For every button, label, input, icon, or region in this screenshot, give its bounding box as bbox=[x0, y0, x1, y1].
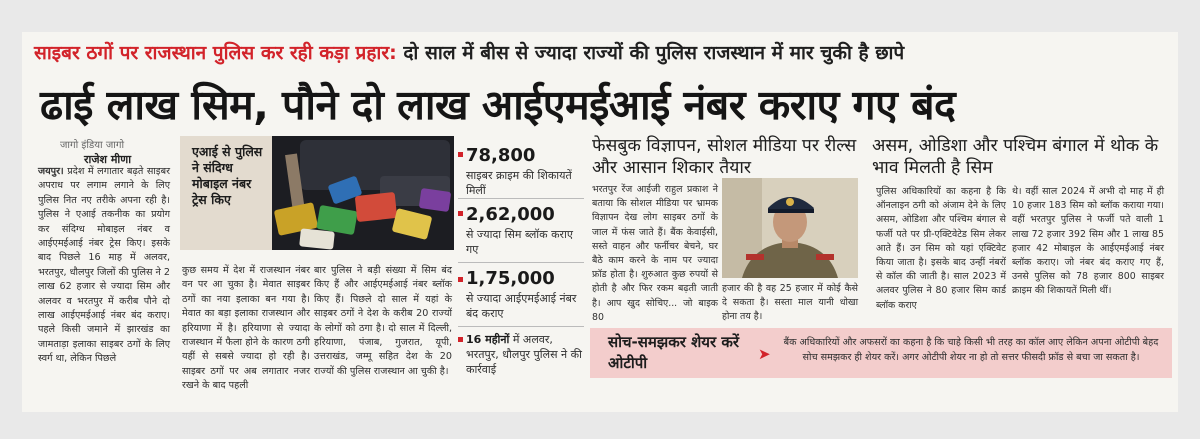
col1-text: प्रदेश में लगातार बढ़ते साइबर अपराध पर लगाम लगाने के लिए पुलिस नित नए तरीके अपना रही है। पुलिस ने एआई तकनीक का प्रयोग कर संदिग्ध मोबाइल नंबर व आईएमईआई नंबर ट्रेस किए। इसके बाद पिछले 16 माह में अलवर, भरतपुर, धौलपुर जिलों की पुलिस ने 2 लाख 62 हजार से ज्यादा सिम और अलवर व भरतपुर में करीब पौने दो लाख आईएमईआई नंबर बंद कराए। पहले किसी जमाने में झारखंड का जामताड़ा इलाका साइबर ठगों के लिए स्वर्ग था, लेकिन पिछले bbox=[38, 166, 170, 365]
stat-marker-1 bbox=[458, 152, 463, 157]
stat-footnote-bold: 16 महीनों bbox=[466, 333, 510, 346]
stat-footnote bbox=[466, 332, 584, 377]
kicker-black: दो साल में बीस से ज्यादा राज्यों की पुलिस राजस्थान में मार चुकी है छापे bbox=[403, 42, 905, 64]
officer-portrait-image bbox=[722, 178, 858, 278]
highlight-box bbox=[180, 136, 272, 250]
stat-value-2: 2,62,000 bbox=[466, 204, 555, 225]
stat-value-3: 1,75,000 bbox=[466, 268, 555, 289]
kicker-red: साइबर ठगों पर राजस्थान पुलिस कर रही कड़ा प्रहार: bbox=[34, 42, 397, 64]
col5-body-right: थे। वहीं साल 2024 में अभी दो माह में ही 10 हजार 183 सिम को ब्लॉक कराया गया। वहीं भरतपुर पुलिस ने फर्जी पते वाली 1 लाख 72 हजार 392 सिम और 1 लाख 85 हजार 42 मोबाइल के आईएमईआई नंबर ब्लॉक कराए। जो नंबर बंद कराए गए हैं, उनसे पुलिस को 78 हजार 800 साइबर क्राइम की शिकायतें मिली थीं। bbox=[1012, 186, 1164, 297]
credit-line: जागो इंडिया जागो bbox=[60, 140, 125, 151]
officer-photo bbox=[722, 178, 858, 278]
author-name: राजेश मीणा bbox=[84, 153, 132, 166]
highlight-box-text: एआई से पुलिस ने संदिग्ध मोबाइल नंबर ट्रेस किए bbox=[192, 144, 263, 207]
col5-body-left: पुलिस अधिकारियों का कहना है कि ऑनलाइन ठगी को अंजाम देने के लिए असम, ओडिशा और पश्चिम बंगाल से फर्जी पते पर प्री-एक्टिवेटेड सिम लेकर आते हैं। उन सिम को यहां एक्टिवेट किया जाता है। इसके बाद उन्हीं नंबरों से कॉल की जाती है। साल 2023 में अलवर पुलिस ने 80 हजार सिम कार्ड ब्लॉक कराए bbox=[876, 186, 1006, 311]
col5-headline: असम, ओडिशा और पश्चिम बंगाल में थोक के भाव मिलती है सिम bbox=[872, 136, 1159, 178]
kicker-line bbox=[34, 39, 904, 65]
arrow-right-icon: ➤ bbox=[758, 345, 771, 363]
stat-marker-4 bbox=[458, 337, 463, 342]
stat-label-1: साइबर क्राइम की शिकायतें मिलीं bbox=[466, 169, 572, 197]
col4-headline: फेसबुक विज्ञापन, सोशल मीडिया पर रील्स और आसान शिकार तैयार bbox=[592, 136, 857, 178]
dateline-city: जयपुर। bbox=[38, 166, 64, 177]
stat-label-3: से ज्यादा आईएमईआई नंबर बंद कराए bbox=[466, 292, 577, 320]
col1-body bbox=[38, 165, 170, 367]
stat-value-1: 78,800 bbox=[466, 145, 536, 166]
col4-body: भरतपुर रेंज आईजी राहुल प्रकाश ने बताया कि सोशल मीडिया पर भ्रामक विज्ञापन देख लोग साइबर ठगों के जाल में फंस जाते हैं। बैंक केवाईसी, सस्ते वाहन और फर्नीचर बेचने, घर बैठे काम करने के नाम पर ज्यादा फ्रॉड होता है। शुरुआत कुछ रुपयों से होती है और फिर रकम बढ़ती जाती है। आप खुद सोचिए... जो बाइक 80 bbox=[592, 184, 718, 323]
col4-continuation: हजार की है वह 25 हजार में कोई कैसे दे सकता है। सस्ता माल यानी धोखा होना तय है। bbox=[722, 283, 858, 323]
otp-band-title: सोच-समझकर शेयर करें ओटीपी bbox=[608, 333, 740, 372]
stat-divider-1 bbox=[458, 198, 584, 199]
stat-divider-3 bbox=[458, 326, 584, 327]
stat-divider-2 bbox=[458, 262, 584, 263]
main-headline: ढाई लाख सिम, पौने दो लाख आईएमईआई नंबर कराए गए बंद bbox=[40, 81, 956, 129]
stat-marker-3 bbox=[458, 277, 463, 282]
col2-body-left: कुछ समय में देश में राजस्थान नंबर वन पर आ चुका है। मेवात साइबर ठगों का नया इलाका बन गया है। मेवात का बड़ा इलाका राजस्थान और हरियाणा में है। हरियाणा से ज्यादा राजस्थान में फैला होने के कारण ठगी यहीं से सबसे ज्यादा हो रही है। साइबर ठगों पर अब लगातार नजर रखने के बाद पहली bbox=[182, 265, 310, 392]
otp-band-text: बैंक अधिकारियों और अफसरों का कहना है कि चाहे किसी भी तरह का कॉल आए लेकिन अपना ओटीपी बेहद सोच समझकर ही शेयर करें। अगर ओटीपी शेयर ना हो तो सत्तर फीसदी फ्रॉड से बचा जा सकता है। bbox=[783, 337, 1159, 363]
stat-footnote-text: में अलवर, भरतपुर, धौलपुर पुलिस ने की कार्रवाई bbox=[466, 333, 582, 376]
stat-label-2: से ज्यादा सिम ब्लॉक कराए गए bbox=[466, 228, 573, 256]
col2-body-right: बार पुलिस ने बड़ी संख्या में सिम बंद किए हैं और आईएमईआई नंबर ब्लॉक किए हैं। पिछले दो साल में यहां के साइबर ठगों ने देश के करीब 20 राज्यों के लोगों को ठगा है। दो साल में दिल्ली, हरियाणा, पंजाब, गुजरात, यूपी, उत्तराखंड, जम्मू सहित देश के 20 राज्यों की पुलिस राजस्थान आ चुकी है। bbox=[314, 265, 452, 377]
stat-marker-2 bbox=[458, 211, 463, 216]
